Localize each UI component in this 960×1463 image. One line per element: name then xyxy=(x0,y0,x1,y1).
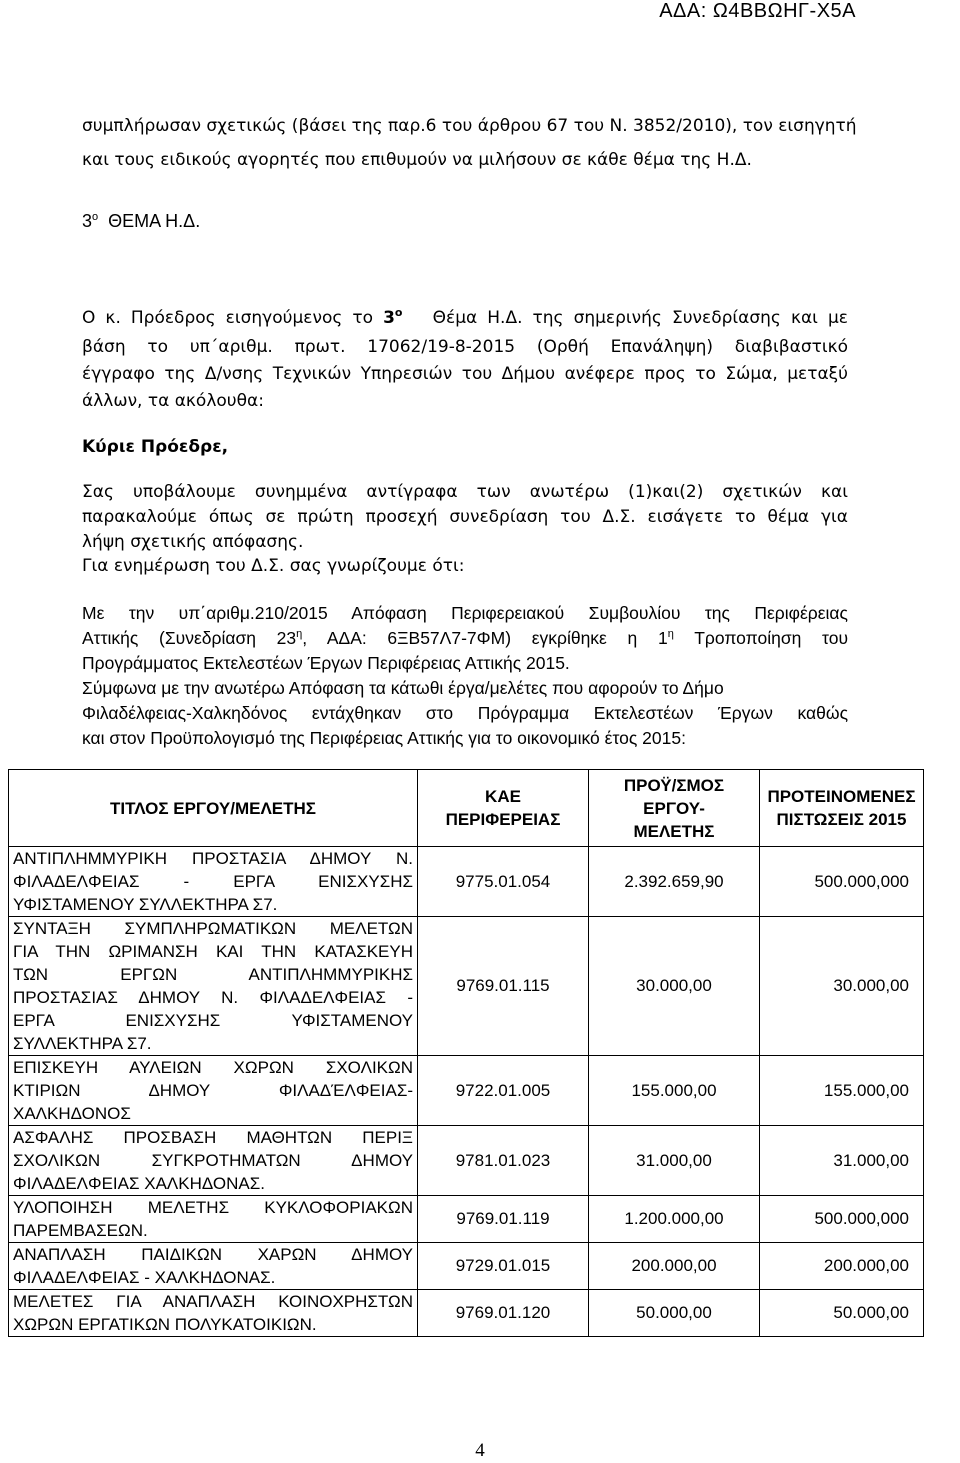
header-budget: ΠΡΟΫ/ΣΜΟΣ ΕΡΓΟΥ- ΜΕΛΕΤΗΣ xyxy=(589,770,760,847)
president-paragraph xyxy=(82,306,848,413)
project-title: ΜΕΛΕΤΕΣ ΓΙΑ ΑΝΑΠΛΑΣΗ ΚΟΙΝΟΧΡΗΣΤΩΝ ΧΩΡΩΝ ΕΡΓΑΤΙΚΩΝ ΠΟΛΥΚΑΤΟΙΚΙΩΝ. xyxy=(9,1290,418,1337)
president-line: έγγραφο της Δ/νσης Τεχνικών Υπηρεσιών του Δήμου ανέφερε προς το Σώμα, μεταξύ xyxy=(82,364,848,384)
project-title: ΑΣΦΑΛΗΣ ΠΡΟΣΒΑΣΗ ΜΑΘΗΤΩΝ ΠΕΡΙΞ ΣΧΟΛΙΚΩΝ ΣΥΓΚΡΟΤΗΜΑΤΩΝ ΔΗΜΟΥ ΦΙΛΑΔΕΛΦΕΙΑΣ ΧΑΛΚΗΔΟΝΑΣ. xyxy=(9,1126,418,1196)
project-budget: 50.000,00 xyxy=(589,1290,760,1337)
decision-line: Αττικής (Συνεδρίαση $23^\eta$, ΑΔΑ: 6ΞΒ57Λ7-7ΦΜ) εγκρίθηκε η $1^\eta$ Τροποποίηση του xyxy=(82,628,849,648)
header-kae: ΚΑΕ ΠΕΡΙΦΕΡΕΙΑΣ xyxy=(418,770,589,847)
table-header-row xyxy=(9,770,924,847)
decision-paragraph xyxy=(82,601,848,750)
table-row xyxy=(9,1290,924,1337)
submission-line: παρακαλούμε όπως σε πρώτη προσεχή συνεδρίαση του Δ.Σ. εισάγετε το θέμα για xyxy=(82,507,848,527)
project-title: ΣΥΝΤΑΞΗ ΣΥΜΠΛΗΡΩΜΑΤΙΚΩΝ ΜΕΛΕΤΩΝ ΓΙΑ ΤΗΝ ΩΡΙΜΑΝΣΗ ΚΑΙ ΤΗΝ ΚΑΤΑΣΚΕΥΗ ΤΩΝ ΕΡΓΩΝ ΑΝΤΙΠΛΗΜΜΥΡΙΚΗΣ ΠΡΟΣΤΑΣΙΑΣ ΔΗΜΟΥ Ν. ΦΙΛΑΔΕΛΦΕΙΑΣ - ΕΡΓΑ ΕΝΙΣΧΥΣΗΣ ΥΦΙΣΤΑΜΕΝΟΥ ΣΥΛΛΕΚΤΗΡΑ Σ7. xyxy=(9,917,418,1056)
president-line: βάση το υπ΄αριθμ. πρωτ. 17062/19-8-2015 (Ορθή Επανάληψη) διαβιβαστικό xyxy=(82,337,848,357)
decision-line: Φιλαδέλφειας-Χαλκηδόνος εντάχθηκαν στο Πρόγραμμα Εκτελεστέων Έργων καθώς xyxy=(82,703,848,723)
topic-heading xyxy=(82,209,848,233)
page-number: 4 xyxy=(475,1440,485,1461)
project-budget: 31.000,00 xyxy=(589,1126,760,1196)
table-row xyxy=(9,847,924,917)
project-title: ΑΝΑΠΛΑΣΗ ΠΑΙΔΙΚΩΝ ΧΑΡΩΝ ΔΗΜΟΥ ΦΙΛΑΔΕΛΦΕΙΑΣ - ΧΑΛΚΗΔΟΝΑΣ. xyxy=(9,1243,418,1290)
ada-code: ΑΔΑ: Ω4ΒΒΩΗΓ-Χ5Α xyxy=(659,0,856,22)
project-credits: 31.000,00 xyxy=(760,1126,924,1196)
intro-line: και τους ειδικούς αγορητές που επιθυμούν να μιλήσουν σε κάθε θέμα της Η.Δ. xyxy=(82,150,752,170)
project-budget: 200.000,00 xyxy=(589,1243,760,1290)
president-line: άλλων, τα ακόλουθα: xyxy=(82,391,264,411)
project-kae: 9781.01.023 xyxy=(418,1126,589,1196)
topic-label: ΘΕΜΑ Η.Δ. xyxy=(108,211,201,231)
projects-table xyxy=(8,769,924,1337)
project-budget: 155.000,00 xyxy=(589,1056,760,1126)
submission-line: Σας υποβάλουμε συνημμένα αντίγραφα των ανωτέρω (1)και(2) σχετικών και xyxy=(82,482,848,502)
table-row xyxy=(9,1126,924,1196)
table-row xyxy=(9,1243,924,1290)
project-credits: 500.000,000 xyxy=(760,847,924,917)
submission-line: λήψη σχετικής απόφασης. xyxy=(82,532,304,552)
project-kae: 9775.01.054 xyxy=(418,847,589,917)
project-budget: 30.000,00 xyxy=(589,917,760,1056)
submission-line: Για ενημέρωση του Δ.Σ. σας γνωρίζουμε ότι: xyxy=(82,556,465,576)
project-budget: 2.392.659,90 xyxy=(589,847,760,917)
project-kae: 9769.01.115 xyxy=(418,917,589,1056)
project-credits: 155.000,00 xyxy=(760,1056,924,1126)
president-line: Ο κ. Πρόεδρος εισηγούμενος το $3^o$ Θέμα Η.Δ. της σημερινής Συνεδρίασης και με xyxy=(82,306,848,328)
submission-paragraph xyxy=(82,480,848,578)
header-title: ΤΙΤΛΟΣ ΕΡΓΟΥ/ΜΕΛΕΤΗΣ xyxy=(9,770,418,847)
table-row xyxy=(9,1196,924,1243)
decision-line: Με την υπ΄αριθμ.210/2015 Απόφαση Περιφερειακού Συμβουλίου της Περιφέρειας xyxy=(82,603,848,623)
intro-paragraph xyxy=(82,114,857,172)
decision-line: και στον Προϋπολογισμό της Περιφέρειας Αττικής για το οικονομικό έτος 2015: xyxy=(82,728,686,748)
project-title: ΕΠΙΣΚΕΥΗ ΑΥΛΕΙΩΝ ΧΩΡΩΝ ΣΧΟΛΙΚΩΝ ΚΤΙΡΙΩΝ ΔΗΜΟΥ ΦΙΛΑΔΈΛΦΕΙΑΣ- ΧΑΛΚΗΔΟΝΟΣ xyxy=(9,1056,418,1126)
topic-number: 3 xyxy=(82,211,93,231)
project-credits: 30.000,00 xyxy=(760,917,924,1056)
header-credits: ΠΡΟΤΕΙΝΟΜΕΝΕΣ ΠΙΣΤΩΣΕΙΣ 2015 xyxy=(760,770,924,847)
salutation: Κύριε Πρόεδρε, xyxy=(82,437,229,457)
topic-number-sup: ο xyxy=(92,211,99,223)
table-row xyxy=(9,1056,924,1126)
project-kae: 9769.01.119 xyxy=(418,1196,589,1243)
decision-line: Προγράμματος Εκτελεστέων Έργων Περιφέρειας Αττικής 2015. xyxy=(82,653,570,673)
decision-line: Σύμφωνα με την ανωτέρω Απόφαση τα κάτωθι έργα/μελέτες που αφορούν το Δήμο xyxy=(82,678,724,698)
project-kae: 9729.01.015 xyxy=(418,1243,589,1290)
project-title: ΥΛΟΠΟΙΗΣΗ ΜΕΛΕΤΗΣ ΚΥΚΛΟΦΟΡΙΑΚΩΝ ΠΑΡΕΜΒΑΣΕΩΝ. xyxy=(9,1196,418,1243)
project-budget: 1.200.000,00 xyxy=(589,1196,760,1243)
project-credits: 50.000,00 xyxy=(760,1290,924,1337)
project-credits: 200.000,00 xyxy=(760,1243,924,1290)
intro-line: συμπλήρωσαν σχετικώς (βάσει της παρ.6 του άρθρου 67 του Ν. 3852/2010), τον εισηγητή xyxy=(82,116,857,136)
project-kae: 9769.01.120 xyxy=(418,1290,589,1337)
project-kae: 9722.01.005 xyxy=(418,1056,589,1126)
project-credits: 500.000,000 xyxy=(760,1196,924,1243)
project-title: ΑΝΤΙΠΛΗΜΜΥΡΙΚΗ ΠΡΟΣΤΑΣΙΑ ΔΗΜΟΥ Ν. ΦΙΛΑΔΕΛΦΕΙΑΣ - ΕΡΓΑ ΕΝΙΣΧΥΣΗΣ ΥΦΙΣΤΑΜΕΝΟΥ ΣΥΛΛΕΚΤΗΡΑ Σ7. xyxy=(9,847,418,917)
table-row xyxy=(9,917,924,1056)
